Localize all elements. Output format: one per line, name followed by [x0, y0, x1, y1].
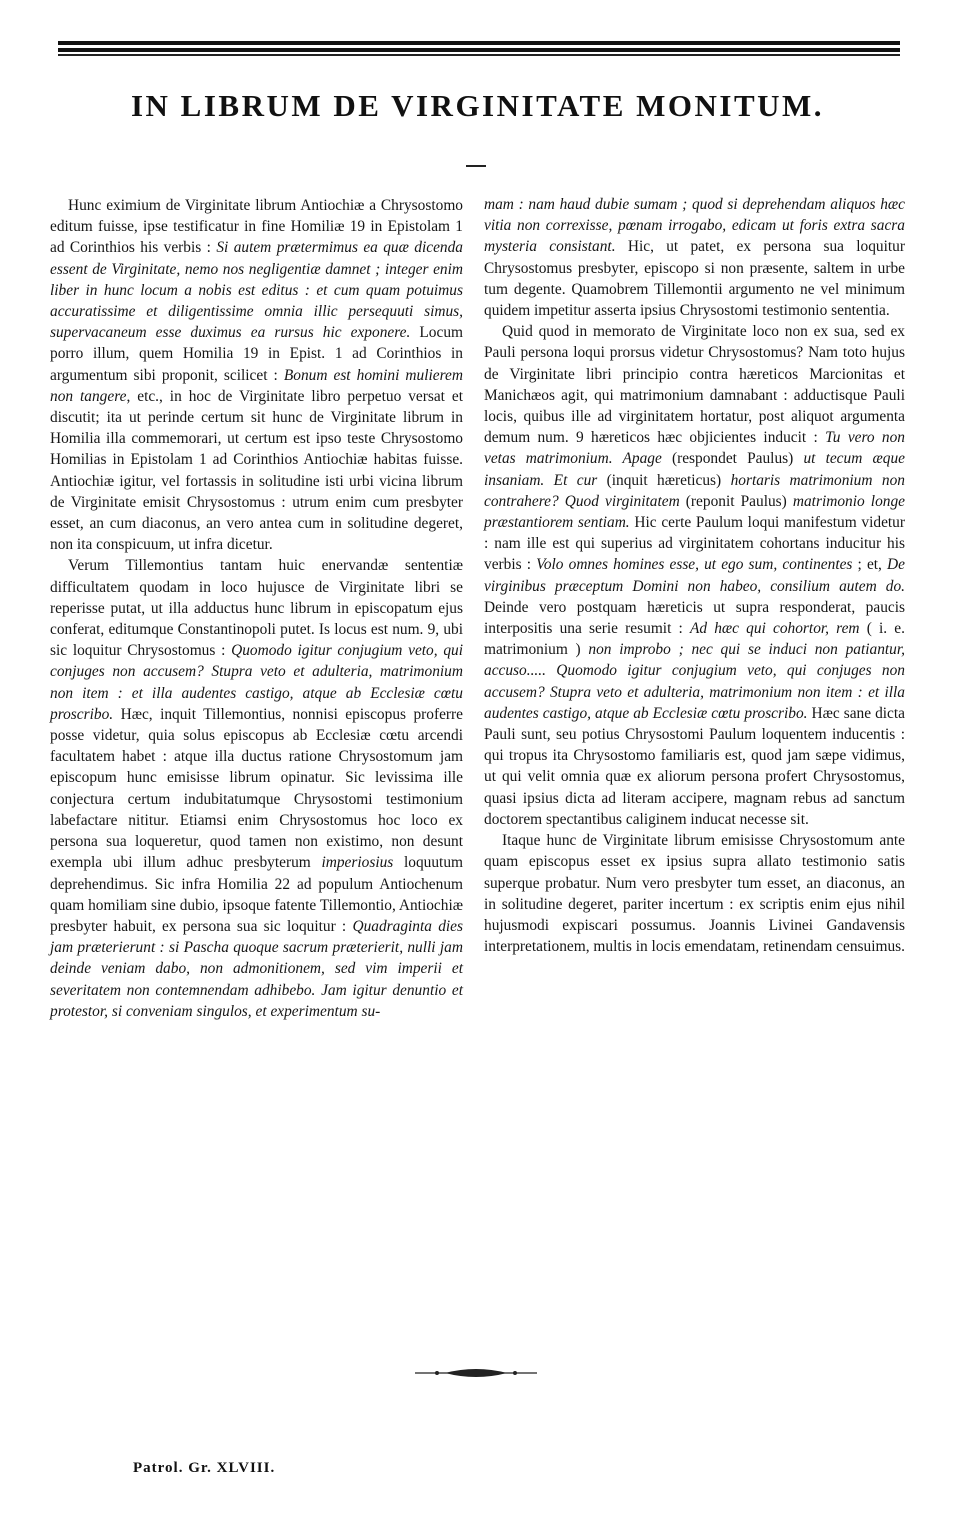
left-column	[50, 195, 463, 1022]
italic-run: Tu vero non vetas matrimonium. Apage	[484, 429, 905, 468]
title-dash	[466, 165, 486, 167]
italic-run: hortaris matrimonium non contrahere? Quod virginitatem	[484, 471, 905, 510]
italic-run: De virginibus præceptum Domini non habeo, consilium autem do.	[484, 556, 905, 595]
italic-run: mam : nam haud dubie sumam ; quod si deprehendam aliquos hæc vitia non correxisse, pœnam irrogabo, edicam ut foris extra sacra mysteria consistant.	[484, 196, 905, 256]
italic-run: non improbo ; nec qui se induci non patiantur, accuso..... Quomodo igitur conjugium veto, qui conjuges non accusem? Stupra veto et adulteria, matrimonium non item : et illa audentes castigo, atque ab Ecclesiæ cœtu proscribo.	[484, 641, 905, 722]
footer-signature: Patrol. Gr. XLVIII.	[133, 1460, 276, 1476]
right-paragraph-continued: mam : nam haud dubie sumam ; quod si deprehendam aliquos hæc vitia non correxisse, pœnam irrogabo, edicam ut foris extra sacra mysteria consistant. Hic, ut patet, ex persona sua loquitur Chrysostomus presbyter, episcopo si non præsente, saltem in urbe tum degente. Quamobrem Tillemontii argumento ne vel minimum quidem impetitur asserta ipsius Chrysostomi testimonio sententia.	[484, 196, 905, 320]
italic-run: Quadraginta dies jam præterierunt : si Pascha quoque sacrum præterierit, nulli jam deinde veniam dabo, non admonitionem, sed vim imperii et severitatem non contemnendam adhibebo. Jam igitur denuntio et protestor, si conveniam singulos, et experimentum su-	[50, 917, 463, 1020]
end-ornament	[415, 1367, 537, 1379]
left-paragraph-1: Hunc eximium de Virginitate librum Antiochiæ a Chrysostomo editum fuisse, ipse testificatur in fine Homiliæ 19 in Epistolam 1 ad Corinthios his verbis : Si autem prætermimus ea quæ dicenda essent de Virginitate, nemo nos negligentiæ damnet ; integer enim liber in hunc locum a nobis est editus : et cum quam potuimus accuratissime et diligentissime omnia illic persequuti simus, supervacaneum esse duximus ea rursus hic exponere. Locum porro illum, quem Homilia 19 in Epist. 1 ad Corinthios in argumentum sibi proponit, scilicet : Bonum est homini mulierem non tangere, etc., in hoc de Virginitate libro perpetuo versat et discutit; ita ut perinde certum sit hunc de Virginitate librum in Homilia illa commemorari, ut certum est ipso teste Chrysostomo Homilias in Epistolam 1 ad Corinthios Antiochiæ habitas fuisse. Antiochiæ igitur, vel fortassis in solitudine isti urbi vicina librum de Virginitate emisit Chrysostomus : utrum enim cum presbyter esset, an cum diaconus, an vero antea cum in solitudine degeret, non ita conspicuum, ut infra dicetur.	[50, 197, 463, 554]
italic-run: Bonum est homini mulierem non tangere	[50, 366, 463, 405]
italic-run: imperiosius	[321, 854, 394, 872]
italic-run: Si autem prætermimus ea quæ dicenda essent de Virginitate, nemo nos negligentiæ damnet ; integer enim liber in hunc locum a nobis est editus : et cum quam potuimus accuratissime et diligentissime omnia illic persequuti simus, supervacaneum esse duximus ea rursus hic exponere.	[50, 239, 463, 342]
italic-run: Ad hæc qui cohortor, rem	[689, 620, 860, 638]
italic-run: Quomodo igitur conjugium veto, qui conjuges non accusem? Stupra veto et adulteria, matrimonium non item : et illa audentes castigo, atque ab Ecclesiæ cœtu proscribo.	[50, 642, 463, 723]
italic-run: matrimonio longe præstantiorem sentiam.	[484, 492, 905, 532]
top-double-rule	[58, 40, 900, 60]
left-paragraph-2: Verum Tillemontius tantam huic enervandæ sententiæ difficultatem quodam in loco hujusce de Virginitate libri se reperisse putat, ut illa adductus hunc librum in episcopatum ejus conferat, editumque Constantinopoli putet. Is locus est num. 9, ubi sic loquitur Chrysostomus : Quomodo igitur conjugium veto, qui conjuges non accusem? Stupra veto et adulteria, matrimonium non item : et illa audentes castigo, atque ab Ecclesiæ cœtu proscribo. Hæc, inquit Tillemontius, nonnisi episcopus proferre posse videtur, quia solus episcopus ab Ecclesiæ cœtu arcendi facultatem habet : atque illa ductus ratione Chrysostomum jam episcopum hunc emisisse librum opinatur. Sic levissima ille conjectura certum indubitatumque Chrysostomi testimonium labefactare nititur. Etiamsi enim Chrysostomus hoc loco ex persona sua loqueretur, quod tamen non existimo, non desunt exempla ubi illum adhuc presbyterum imperiosius loquutum deprehendimus. Sic infra Homilia 22 ad populum Antiochenum quam homiliam sine dubio, ipsoque fatente Tillemontio, Antiochiæ presbyter habuit, ex persona sua sic loquitur : Quadraginta dies jam præterierunt : si Pascha quoque sacrum præterierit, nulli jam deinde veniam dabo, non admonitionem, sed vim imperii et severitatem non contemnendam adhibebo. Jam igitur denuntio et protestor, si conveniam singulos, et experimentum su-	[50, 557, 463, 1020]
right-column	[484, 194, 905, 957]
right-paragraph-2: Quid quod in memorato de Virginitate loco non ex sua, sed ex Pauli persona loqui prorsus videtur Chrysostomus? Nam toto hujus de Virginitate libri principio contra hæreticos Marcionitas et Manichæos agit, qui matrimonium damnabant : adductisque Pauli locis, quibus ille ad virginitatem hortatur, post aliquot argumenta demum num. 9 hæreticos hæc objicientes inducit : Tu vero non vetas matrimonium. Apage (respondet Paulus) ut tecum æque insaniam. Et cur (inquit hæreticus) hortaris matrimonium non contrahere? Quod virginitatem (reponit Paulus) matrimonio longe præstantiorem sentiam. Hic certe Paulum loqui manifestum videtur : nam ille est qui superius ad virginitatem cohortans inducitur his verbis : Volo omnes homines esse, ut ego sum, continentes ; et, De virginibus præceptum Domini non habeo, consilium autem do. Deinde vero postquam hæreticis ut supra responderat, paucis interpositis una serie resumit : Ad hæc qui cohortor, rem ( i. e. matrimonium ) non improbo ; nec qui se induci non patiantur, accuso..... Quomodo igitur conjugium veto, qui conjuges non accusem? Stupra veto et adulteria, matrimonium non item : et illa audentes castigo, atque ab Ecclesiæ cœtu proscribo. Hæc sane dicta Pauli sunt, seu potius Chrysostomi Paulum loquentem inducentis : qui tropus ita Chrysostomo familiaris est, quod jam sæpe vidimus, ut qui velit omnia quæ ex aliorum persona profert Chrysostomus, quasi ipsius dicta ad literam accipere, magnam rebus ad sanctum doctorem spectantibus caliginem inducat necesse sit.	[484, 323, 905, 828]
italic-run: ut tecum æque insaniam. Et cur	[484, 450, 905, 489]
page-title: IN LIBRUM DE VIRGINITATE MONITUM.	[130, 88, 825, 123]
italic-run: Volo omnes homines esse, ut ego sum, continentes	[536, 556, 853, 574]
right-paragraph-3: Itaque hunc de Virginitate librum emisisse Chrysostomum ante quam episcopus esset ex ipsius supra allato testimonio satis superque probatur. Num vero presbyter tum esset, an diaconus, an in solitudine degeret, pariter incertum : ex scriptis enim ejus nihil hujusmodi expiscari possumus. Joannis Livinei Gandavensis interpretationem, multis in locis emendatam, retinendam censuimus.	[484, 832, 905, 956]
